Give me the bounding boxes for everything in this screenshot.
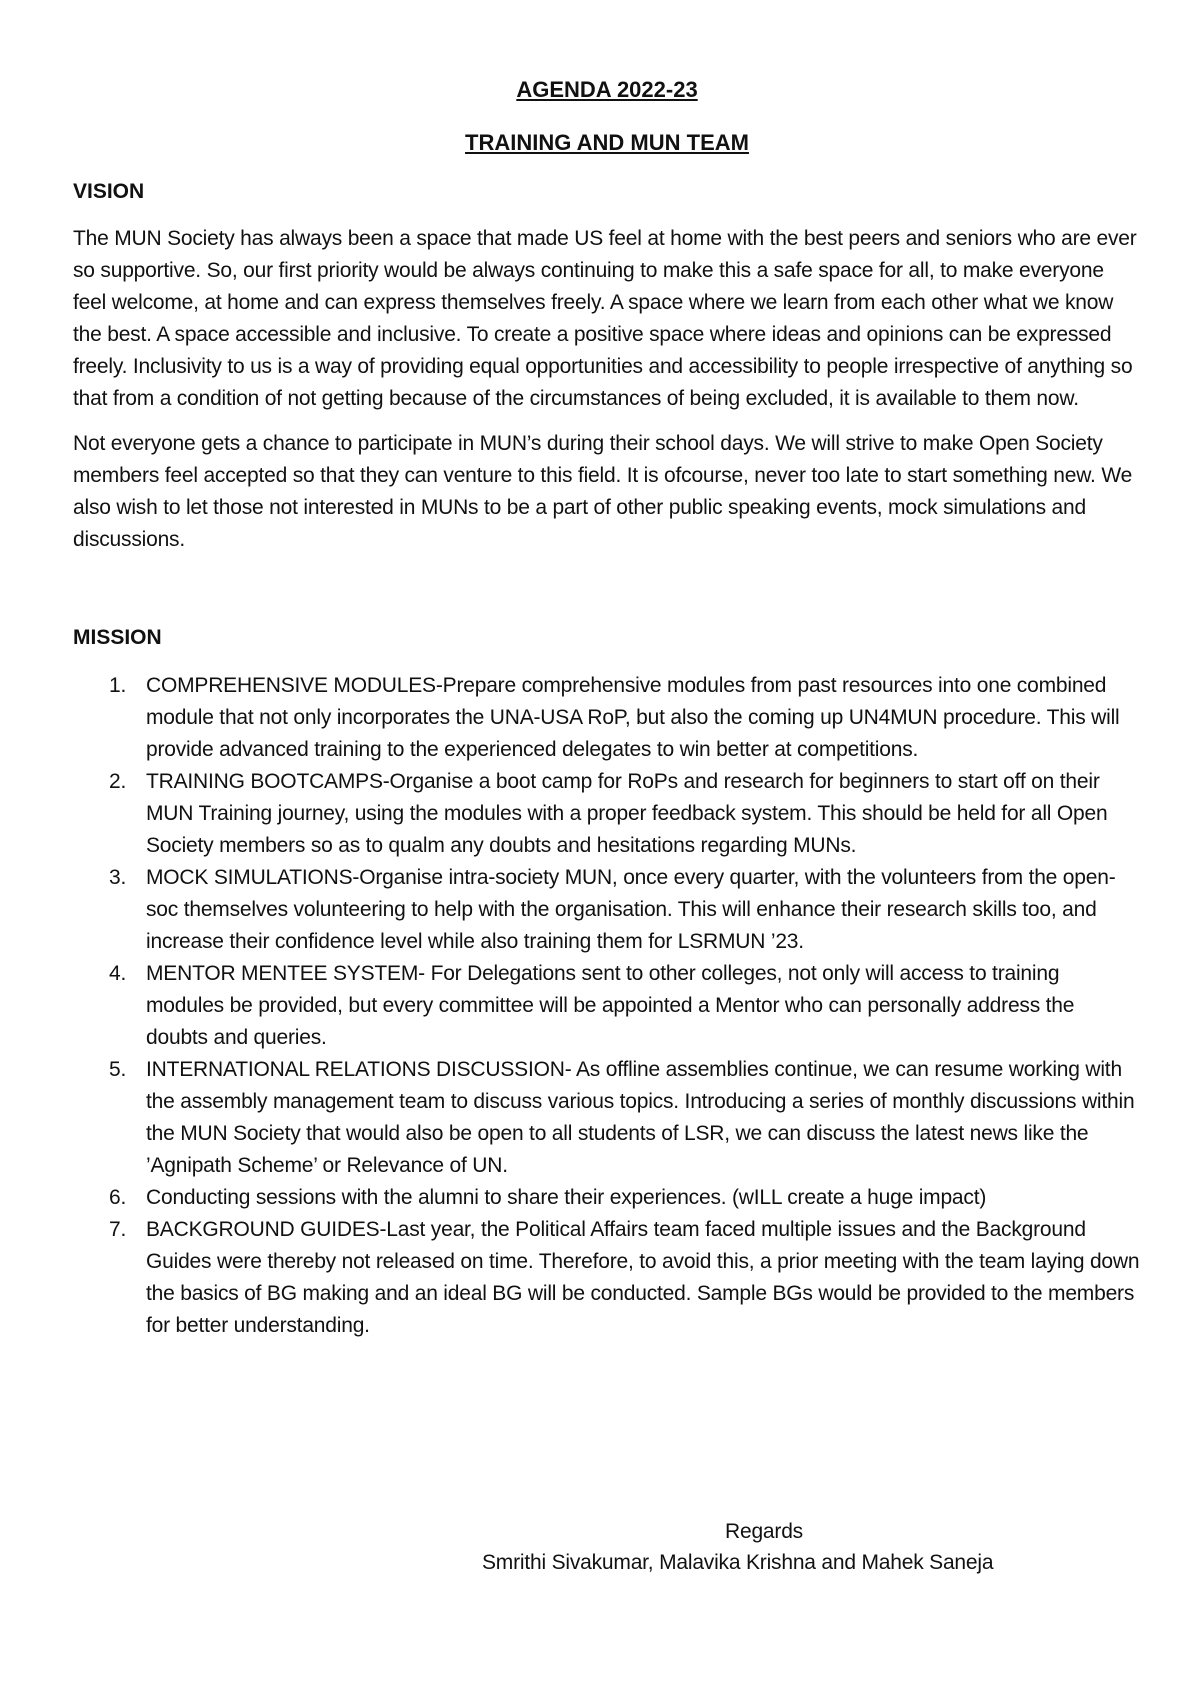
mission-item-text: Conducting sessions with the alumni to share their experiences. (wILL create a huge impact): [146, 1186, 987, 1209]
mission-item: [73, 862, 1141, 958]
mission-list: [73, 670, 1141, 1342]
mission-item-text: TRAINING BOOTCAMPS-Organise a boot camp for RoPs and research for beginners to start off on their MUN Training journey, using the modules with a proper feedback system. This should be held for all Open Society members so as to qualm any doubts and hesitations regarding MUNs.: [146, 770, 1108, 857]
mission-item-text: COMPREHENSIVE MODULES-Prepare comprehensive modules from past resources into one combined module that not only incorporates the UNA-USA RoP, but also the coming up UN4MUN procedure. This will provide advanced training to the experienced delegates to win better at competitions.: [146, 674, 1120, 761]
document-subtitle: TRAINING AND MUN TEAM: [465, 130, 749, 155]
mission-item-number: 2.: [109, 770, 127, 793]
signatory-names: Smrithi Sivakumar, Malavika Krishna and Mahek Saneja: [482, 1551, 994, 1574]
regards-text: Regards: [725, 1520, 803, 1543]
mission-item-number: 5.: [109, 1058, 127, 1081]
document-title: AGENDA 2022-23: [516, 77, 698, 102]
mission-item-number: 4.: [109, 962, 127, 985]
mission-item: [73, 1182, 1141, 1214]
mission-item: [73, 1214, 1141, 1342]
mission-item-text: INTERNATIONAL RELATIONS DISCUSSION- As offline assemblies continue, we can resume working with the assembly management team to discuss various topics. Introducing a series of monthly discussions within the MUN Society that would also be open to all students of LSR, we can discuss the latest news like the ’Agnipath Scheme’ or Relevance of UN.: [146, 1058, 1135, 1177]
vision-heading: VISION: [73, 180, 145, 203]
mission-item-number: 6.: [109, 1186, 127, 1209]
mission-item: [73, 670, 1141, 766]
mission-item: [73, 766, 1141, 862]
mission-item: [73, 1054, 1141, 1182]
mission-item-text: MENTOR MENTEE SYSTEM- For Delegations sent to other colleges, not only will access to training modules be provided, but every committee will be appointed a Mentor who can personally address the doubts and queries.: [146, 962, 1075, 1049]
mission-item-text: MOCK SIMULATIONS-Organise intra-society MUN, once every quarter, with the volunteers from the open-soc themselves volunteering to help with the organisation. This will enhance their research skills too, and increase their confidence level while also training them for LSRMUN ’23.: [146, 866, 1116, 953]
mission-heading: MISSION: [73, 626, 162, 649]
vision-paragraph-2: Not everyone gets a chance to participate in MUN’s during their school days. We will strive to make Open Society members feel accepted so that they can venture to this field. It is ofcourse, never too late to start something new. We also wish to let those not interested in MUNs to be a part of other public speaking events, mock simulations and discussions.: [73, 432, 1133, 551]
mission-item-number: 7.: [109, 1218, 127, 1241]
mission-item-number: 3.: [109, 866, 127, 889]
document-body: [73, 74, 1141, 1342]
mission-item-number: 1.: [109, 674, 127, 697]
vision-paragraph-1: The MUN Society has always been a space that made US feel at home with the best peers and seniors who are ever so supportive. So, our first priority would be always continuing to make this a safe space for all, to make everyone feel welcome, at home and can express themselves freely. A space where we learn from each other what we know the best. A space accessible and inclusive. To create a positive space where ideas and opinions can be expressed freely. Inclusivity to us is a way of providing equal opportunities and accessibility to people irrespective of anything so that from a condition of not getting because of the circumstances of being excluded, it is available to them now.: [73, 227, 1137, 410]
mission-item-text: BACKGROUND GUIDES-Last year, the Political Affairs team faced multiple issues and the Background Guides were thereby not released on time. Therefore, to avoid this, a prior meeting with the team laying down the basics of BG making and an ideal BG will be conducted. Sample BGs would be provided to the members for better understanding.: [146, 1218, 1140, 1337]
mission-item: [73, 958, 1141, 1054]
